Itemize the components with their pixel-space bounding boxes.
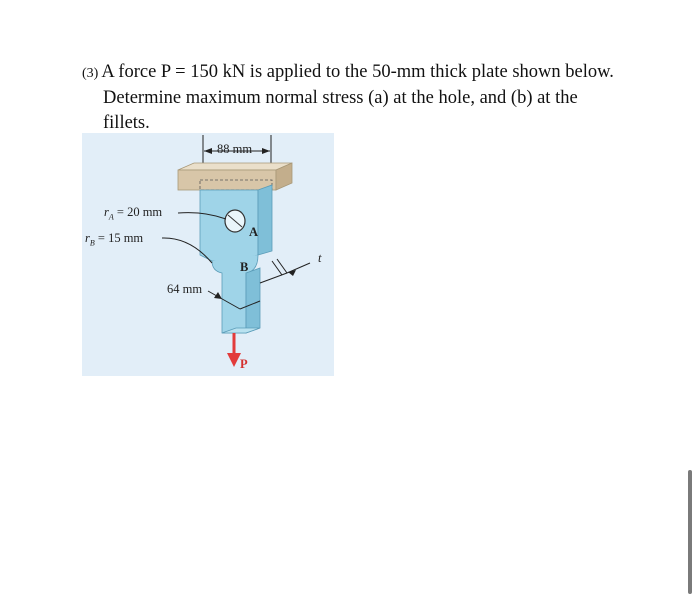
problem-line-2: Determine maximum normal stress (a) at the hole, and (b) at the xyxy=(103,88,578,108)
radius-b-label: $r_B = 15$ mm xyxy=(85,231,144,248)
dimension-top-label: 88 mm xyxy=(217,142,253,156)
problem-statement xyxy=(82,60,642,136)
problem-line-1: A force P = 150 kN is applied to the 50-mm thick plate shown below. xyxy=(101,62,614,82)
dimension-bottom-label: 64 mm xyxy=(167,282,203,296)
problem-line-3: fillets. xyxy=(103,113,150,133)
thickness-label: t xyxy=(318,251,322,265)
problem-number: (3) xyxy=(82,66,99,81)
radius-a-value: = 20 mm xyxy=(116,205,163,219)
point-a-label: A xyxy=(249,225,259,239)
point-b-label: B xyxy=(240,260,249,274)
radius-b-value: = 15 mm xyxy=(97,231,144,245)
plate-figure xyxy=(82,133,334,376)
force-label: P xyxy=(240,357,248,371)
radius-a-label: $r_A = 20$ mm xyxy=(104,205,163,222)
plate-drawing xyxy=(82,133,334,376)
vertical-scrollbar[interactable] xyxy=(688,470,692,594)
